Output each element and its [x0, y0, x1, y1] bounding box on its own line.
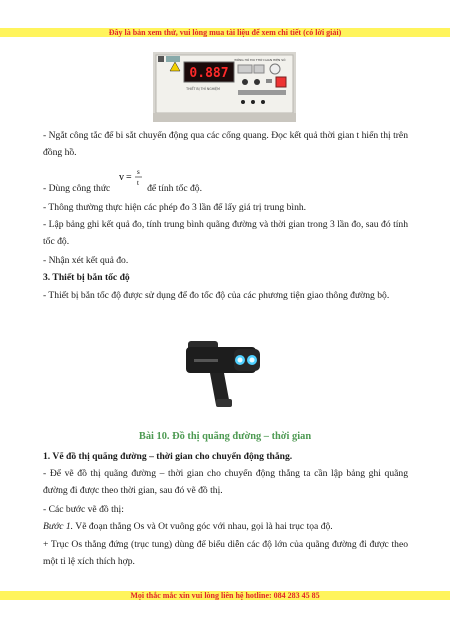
- svg-text:s: s: [137, 168, 140, 176]
- preview-banner: Đây là bản xem thử, vui lòng mua tài liệu để xem chi tiết (có lời giải): [0, 28, 450, 37]
- paragraph-repeat: - Thông thường thực hiện các phép đo 3 lần để lấy giá trị trung bình.: [43, 202, 307, 213]
- paragraph-draw-graph: - Để vẽ đồ thị quãng đường – thời gian cho chuyển động thẳng ta cần lập bảng ghi quãng đường đi được theo thời gian, sau đó vẽ đồ thị.: [43, 468, 408, 496]
- paragraph-speed-gun: - Thiết bị bắn tốc độ được sử dụng để đo tốc độ của các phương tiện giao thông đường bộ.: [43, 290, 390, 301]
- timer-brand: THIẾT BỊ THÍ NGHIỆM: [186, 87, 220, 91]
- lesson-title: Bài 10. Đồ thị quãng đường – thời gian: [138, 431, 312, 442]
- formula-suffix: để tính tốc độ.: [147, 183, 202, 194]
- speed-formula: [117, 166, 147, 188]
- svg-text:v: v: [119, 172, 124, 183]
- svg-text:=: =: [126, 172, 132, 183]
- heading-speed-gun: 3. Thiết bị bắn tốc độ: [43, 272, 130, 283]
- step-1-text: Vẽ đoạn thẳng Os và Ot vuông góc với nhau, gọi là hai trục tọa độ.: [73, 521, 333, 532]
- paragraph-break-switch: - Ngắt công tắc để bi sắt chuyển động qua các cổng quang. Đọc kết quả thời gian t hiển thị trên đồng hồ.: [43, 130, 408, 158]
- paragraph-remark: - Nhận xét kết quả đo.: [43, 255, 129, 266]
- timer-panel-title: ĐỒNG HỒ ĐO THỜI GIAN HIỆN SỐ: [234, 58, 286, 62]
- hotline-banner: Mọi thắc mắc xin vui lòng liên hệ hotline: 084 283 45 85: [0, 591, 450, 600]
- paragraph-axis-os: + Trục Os thẳng đứng (trục tung) dùng để biểu diễn các độ lớn của quãng đường đi được theo một tỉ lệ xích thích hợp.: [43, 539, 408, 567]
- step-1-label: Bước 1.: [43, 521, 74, 532]
- timer-display-value: 0.887: [189, 66, 229, 81]
- paragraph-table: - Lập bảng ghi kết quả đo, tính trung bình quãng đường và thời gian trong 3 lần đo, sau đó tính tốc độ.: [43, 219, 408, 247]
- heading-draw-graph: 1. Vẽ đồ thị quãng đường – thời gian cho chuyển động thẳng.: [43, 451, 293, 462]
- paragraph-steps: - Các bước vẽ đồ thị:: [43, 504, 124, 515]
- svg-text:t: t: [137, 179, 139, 187]
- speed-gun-photo: [180, 333, 270, 413]
- formula-prefix: - Dùng công thức: [43, 183, 111, 194]
- digital-timer-photo: [153, 52, 296, 122]
- paragraph-step-1: [43, 518, 408, 535]
- paragraph-formula-line: [43, 180, 408, 197]
